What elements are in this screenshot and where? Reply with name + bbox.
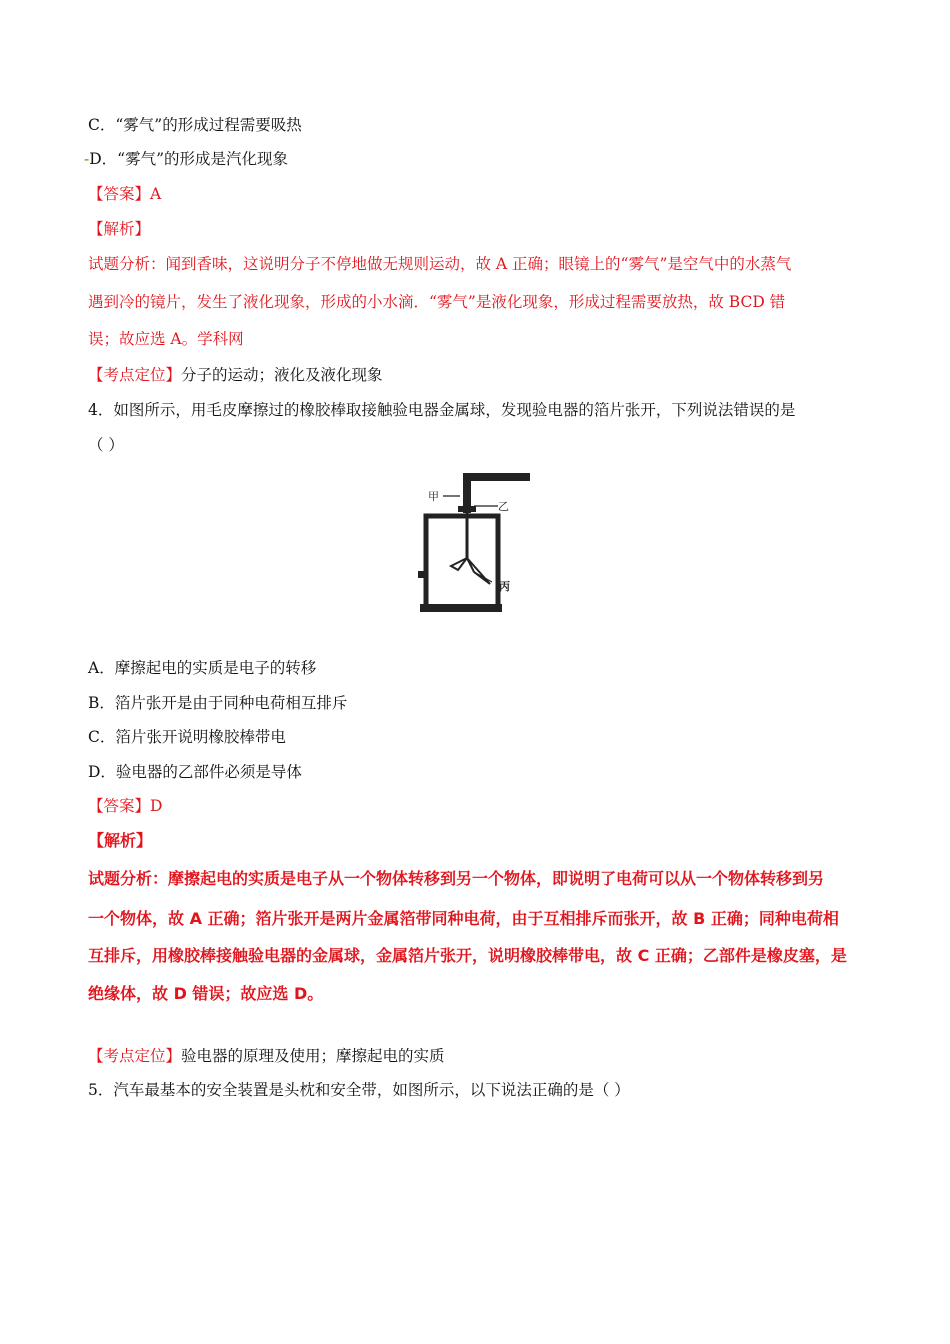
- q3-option-c: C．“雾气”的形成过程需要吸热: [88, 116, 302, 134]
- q3-option-d: [84, 148, 288, 170]
- answer-value: A: [150, 185, 162, 203]
- q3-answer: [88, 183, 161, 205]
- q4-analysis-line-2: 一个物体，故 A 正确；箔片张开是两片金属箔带同种电荷，由于互相排斥而张开，故 B 正确；同种电荷相: [88, 909, 839, 928]
- stopper: [458, 506, 476, 512]
- q4-analysis-label: 【解析】: [88, 831, 153, 850]
- top-bar: [463, 473, 530, 481]
- q4-answer: [88, 795, 162, 817]
- q3-analysis-line-3: 误；故应选 A。学科网: [88, 330, 244, 348]
- kaodian-value: 分子的运动；液化及液化现象: [181, 366, 383, 384]
- electroscope-drawing: [408, 466, 538, 618]
- q4-option-b: B．箔片张开是由于同种电荷相互排斥: [88, 694, 348, 712]
- kaodian-label: 【考点定位】: [88, 1047, 182, 1065]
- answer-label: 【答案】: [88, 797, 151, 815]
- q4-kaodian: [88, 1045, 445, 1067]
- kaodian-value: 验电器的原理及使用；摩擦起电的实质: [181, 1047, 445, 1065]
- label-line-bing: [474, 572, 492, 582]
- q4-stem-line-2: （ ）: [88, 436, 124, 454]
- q3-kaodian: [88, 364, 383, 386]
- label-bing: 丙: [499, 580, 510, 593]
- q3-analysis-label: 【解析】: [88, 220, 151, 238]
- q4-stem-line-1: 4．如图所示，用毛皮摩擦过的橡胶棒取接触验电器金属球，发现验电器的箔片张开，下列说法错误的是: [88, 401, 796, 419]
- q3-analysis-line-1: 试题分析：闻到香味，这说明分子不停地做无规则运动，故 A 正确；眼镜上的“雾气”是空气中的水蒸气: [88, 255, 792, 273]
- q3-analysis-line-2: 遇到冷的镜片，发生了液化现象，形成的小水滴．“雾气”是液化现象，形成过程需要放热，故 BCD 错: [88, 293, 786, 311]
- q4-option-d: D．验电器的乙部件必须是导体: [88, 763, 302, 781]
- q4-analysis-line-4: 绝缘体，故 D 错误；故应选 D。: [88, 984, 324, 1003]
- label-yi: 乙: [498, 500, 509, 513]
- q5-stem: 5．汽车最基本的安全装置是头枕和安全带，如图所示，以下说法正确的是（ ）: [88, 1081, 630, 1099]
- foil-left: [451, 558, 467, 570]
- answer-label: 【答案】: [88, 185, 151, 203]
- q4-analysis-line-1: 试题分析：摩擦起电的实质是电子从一个物体转移到另一个物体，即说明了电荷可以从一个物体转移到另: [88, 869, 825, 888]
- stray-dash: -: [84, 150, 90, 168]
- side-nub: [418, 571, 425, 578]
- kaodian-label: 【考点定位】: [88, 366, 182, 384]
- q4-analysis-line-3: 互排斥，用橡胶棒接触验电器的金属球，金属箔片张开，说明橡胶棒带电，故 C 正确；乙部件是橡皮塞，是: [88, 946, 847, 965]
- jar: [426, 516, 498, 608]
- label-jia: 甲: [428, 490, 439, 503]
- foil-right: [467, 558, 490, 584]
- electroscope-figure: [408, 466, 538, 618]
- base: [420, 604, 502, 612]
- q3-option-d-text: D．“雾气”的形成是汽化现象: [89, 150, 289, 168]
- q4-option-a: A．摩擦起电的实质是电子的转移: [88, 659, 317, 677]
- answer-value: D: [150, 797, 163, 815]
- q4-option-c: C．箔片张开说明橡胶棒带电: [88, 728, 286, 746]
